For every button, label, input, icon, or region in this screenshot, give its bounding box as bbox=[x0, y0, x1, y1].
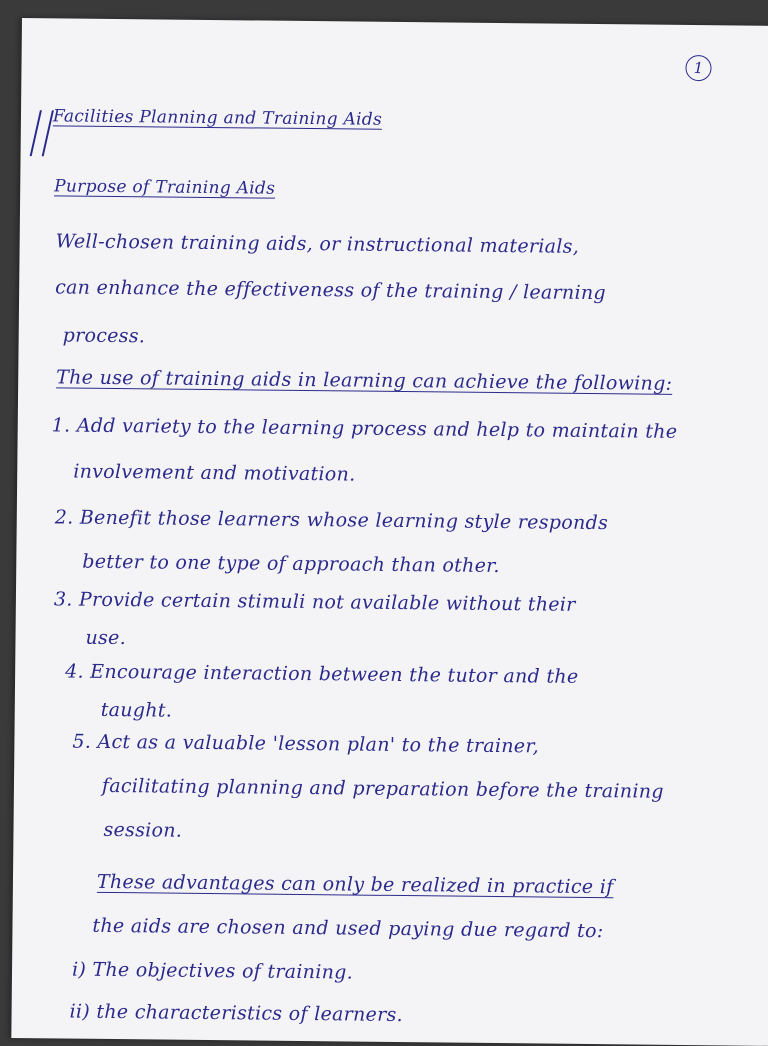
page-title: Facilities Planning and Training Aids bbox=[52, 106, 383, 130]
text-line: These advantages can only be realized in practice if bbox=[96, 870, 614, 899]
list-item-continued: taught. bbox=[100, 698, 173, 722]
list-item: 3. Provide certain stimuli not available without their bbox=[53, 588, 576, 616]
section-heading: Purpose of Training Aids bbox=[54, 176, 276, 199]
list-item: 4. Encourage interaction between the tutor and the bbox=[65, 660, 579, 688]
page-number: 1 bbox=[685, 55, 711, 81]
text-line: the aids are chosen and used paying due regard to: bbox=[92, 914, 604, 943]
text-line: process. bbox=[62, 324, 146, 348]
list-item: i) The objectives of training. bbox=[71, 958, 354, 984]
text-line: Well-chosen training aids, or instructional materials, bbox=[55, 230, 580, 258]
text-line: can enhance the effectiveness of the training / learning bbox=[55, 276, 607, 305]
list-item-continued: use. bbox=[85, 626, 127, 650]
notebook-page bbox=[11, 18, 768, 1046]
margin-mark bbox=[30, 110, 54, 156]
list-item: 1. Add variety to the learning process and help to maintain the bbox=[51, 414, 678, 443]
list-item-continued: better to one type of approach than other. bbox=[82, 550, 500, 578]
list-item: 2. Benefit those learners whose learning style responds bbox=[54, 506, 609, 535]
list-item-continued: involvement and motivation. bbox=[73, 460, 356, 486]
list-item: ii) the characteristics of learners. bbox=[69, 1000, 404, 1027]
list-item-continued: facilitating planning and preparation before the training bbox=[101, 774, 664, 803]
list-item: 5. Act as a valuable 'lesson plan' to the trainer, bbox=[72, 730, 540, 758]
text-line: The use of training aids in learning can achieve the following: bbox=[56, 366, 673, 395]
list-item-continued: session. bbox=[103, 818, 183, 842]
